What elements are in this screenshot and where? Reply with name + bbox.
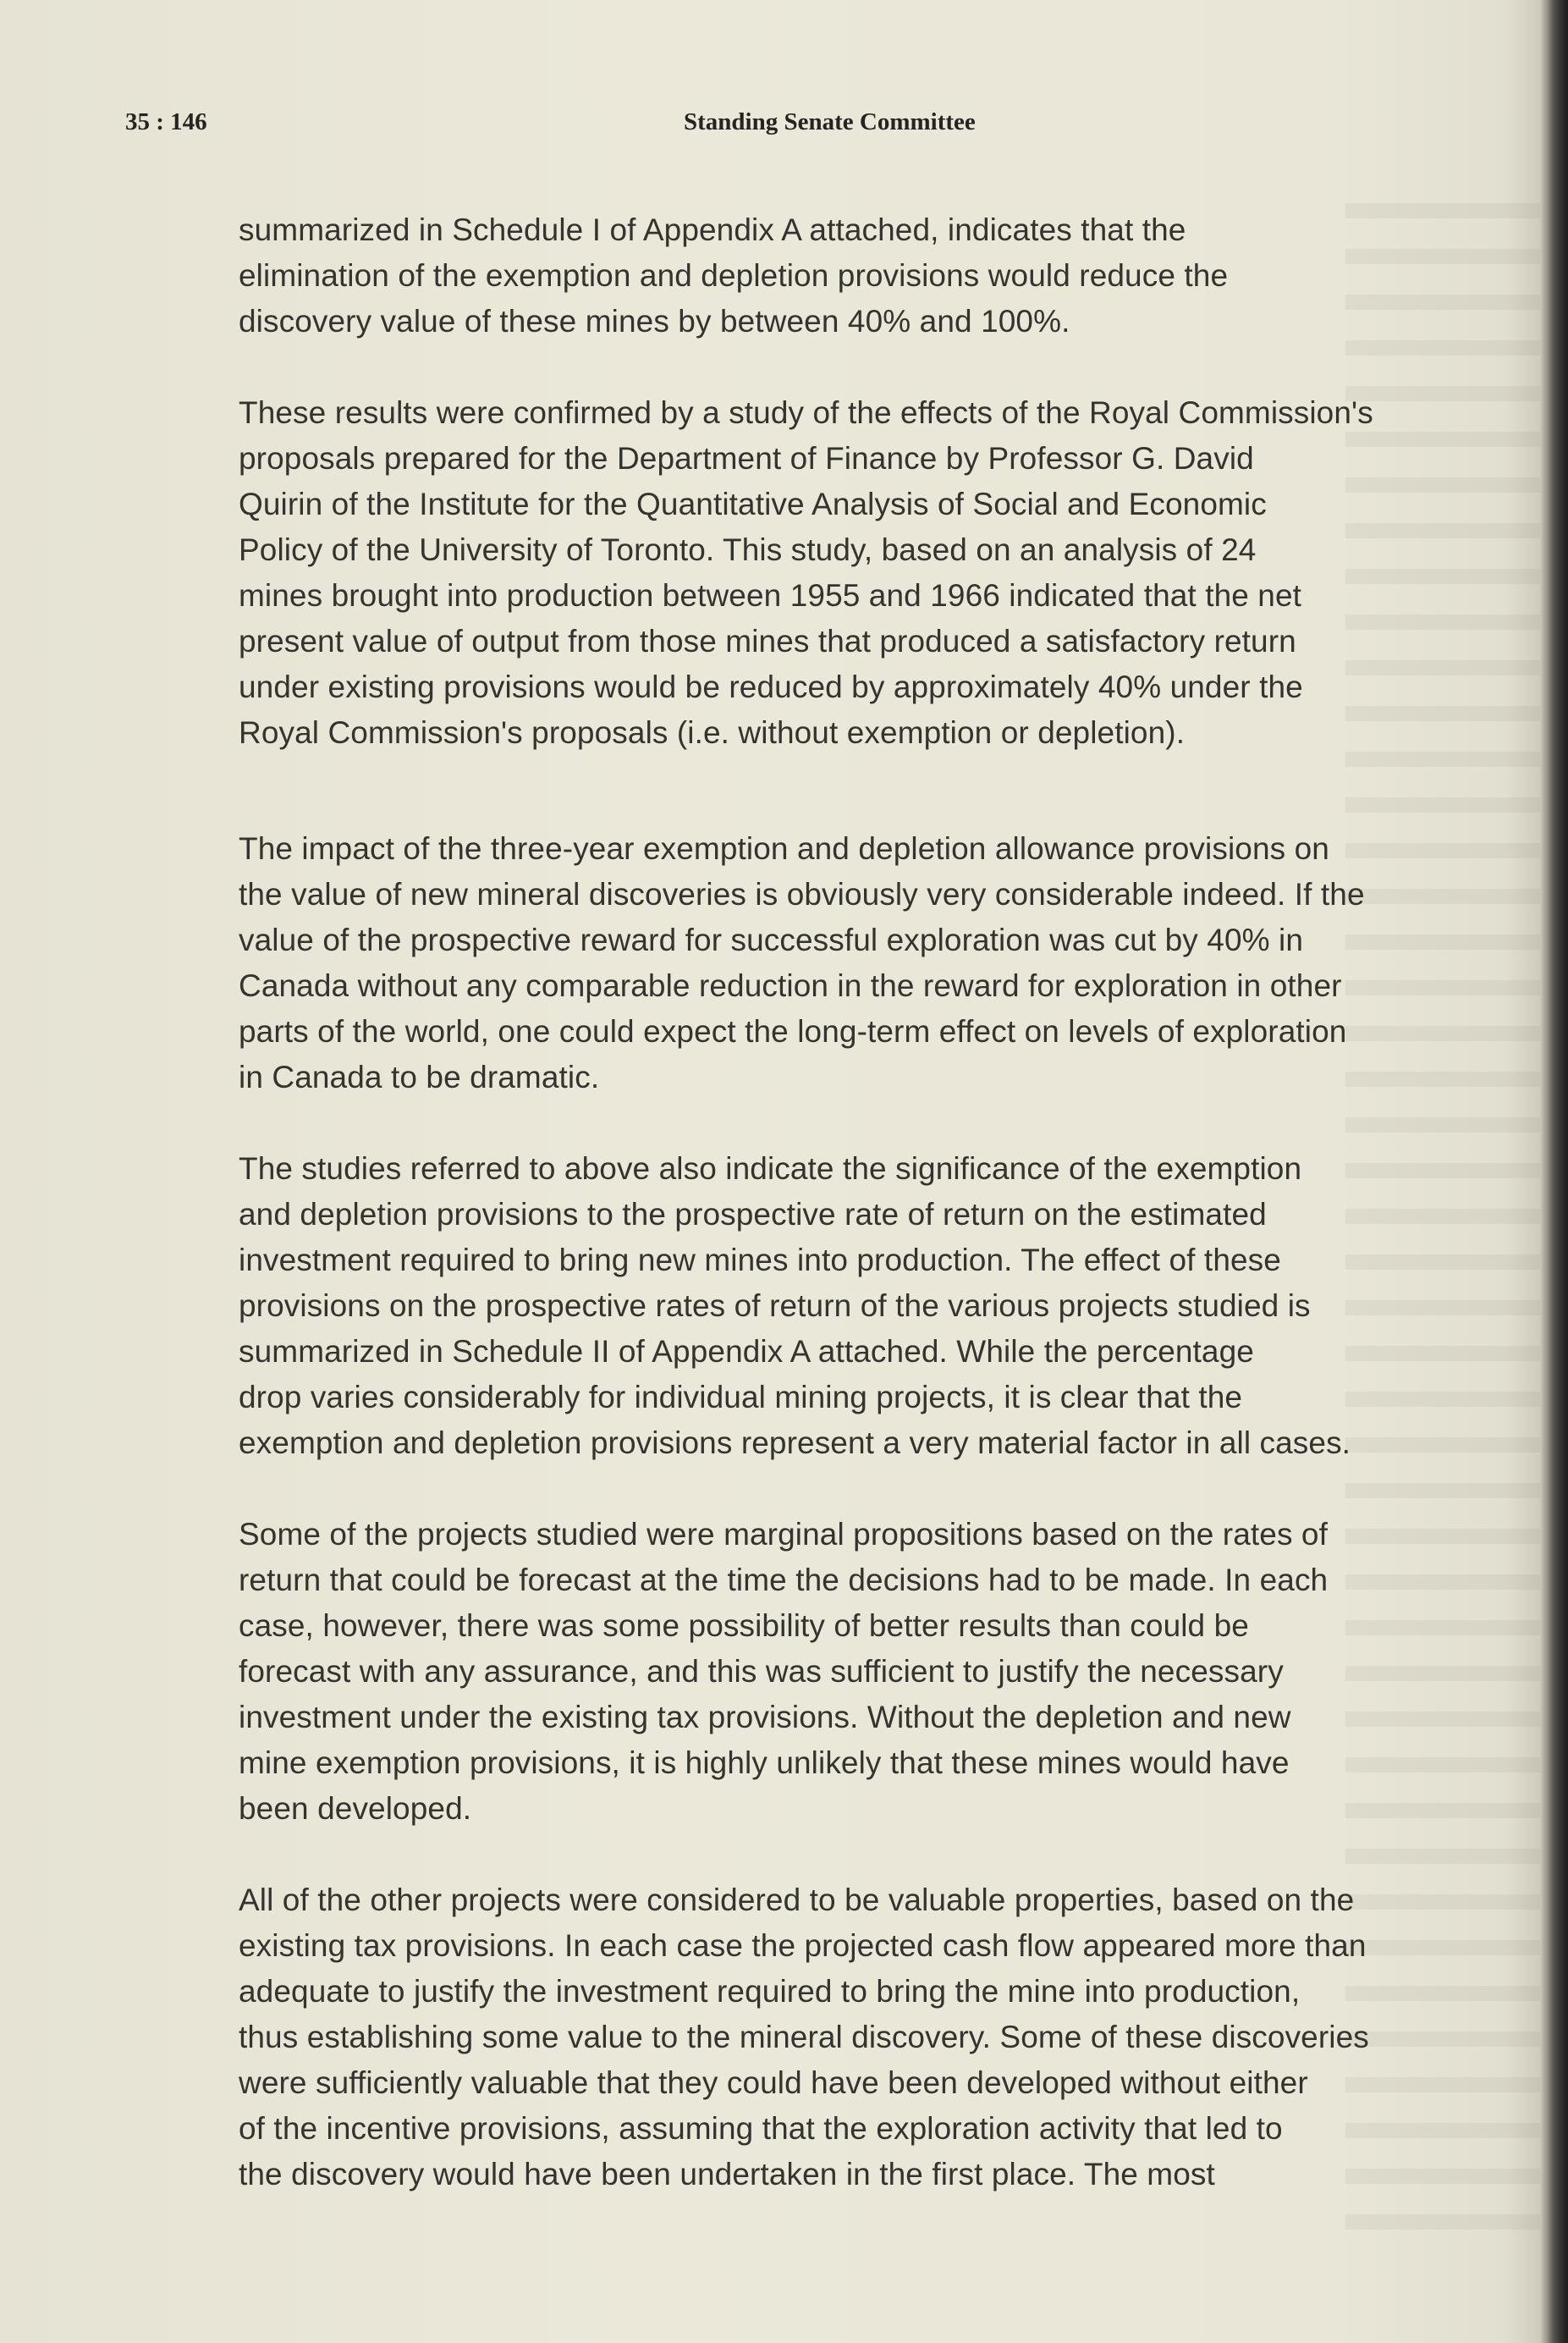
- paragraph-royal-commission-study: These results were confirmed by a study of the effects of the Royal Commission's proposals prepared for the Department of Finance by Professor G. David Quirin of the Institute for the Quantitative Analysis of Social and Economic Policy of the University of Toronto. This study, based on an analysis of 24 mines brought into production between 1955 and 1966 indicated that the net present value of output from those mines that produced a satisfactory return under existing provisions would be reduced by approximately 40% under the Royal Commission's proposals (i.e. without exemption or depletion).: [239, 395, 1373, 750]
- paragraph-schedule-one: summarized in Schedule I of Appendix A attached, indicates that the elimination of the exemption and depletion provisions would reduce the discovery value of these mines by between 40% and 100%.: [239, 212, 1229, 339]
- page-number: 35 : 146: [125, 108, 207, 135]
- paragraph-valuable-properties: All of the other projects were considered to be valuable properties, based on the existing tax provisions. In each case the projected cash flow appeared more than adequate to justify the investment required to bring the mine into production, thus establishing some value to the mineral discovery. Some of these discoveries were sufficiently valuable that they could have been developed without either of the incentive provisions, assuming that the exploration activity that led to the discovery would have been undertaken in the first place. The most: [239, 1883, 1369, 2191]
- body-text: [239, 207, 1440, 2197]
- page-header: [125, 108, 1411, 146]
- binding-shadow: [1548, 0, 1568, 2343]
- paragraph-impact-on-discoveries: The impact of the three-year exemption and depletion allowance provisions on the value of new mineral discoveries is obviously very considerable indeed. If the value of the prospective reward for successful exploration was cut by 40% in Canada without any comparable reduction in the reward for exploration in other parts of the world, one could expect the long-term effect on levels of exploration in Canada to be dramatic.: [239, 831, 1365, 1094]
- paragraph-rate-of-return: The studies referred to above also indicate the significance of the exemption and depletion provisions to the prospective rate of return on the estimated investment required to bring new mines into production. The effect of these provisions on the prospective rates of return of the various projects studied is summarized in Schedule II of Appendix A attached. While the percentage drop varies considerably for individual mining projects, it is clear that the exemption and depletion provisions represent a very material factor in all cases.: [239, 1151, 1351, 1460]
- running-title: Standing Senate Committee: [684, 108, 976, 135]
- paragraph-marginal-projects: Some of the projects studied were marginal propositions based on the rates of return that could be forecast at the time the decisions had to be made. In each case, however, there was some possibility of better results than could be forecast with any assurance, and this was sufficient to justify the necessary investment under the existing tax provisions. Without the depletion and new mine exemption provisions, it is highly unlikely that these mines would have been developed.: [239, 1517, 1329, 1826]
